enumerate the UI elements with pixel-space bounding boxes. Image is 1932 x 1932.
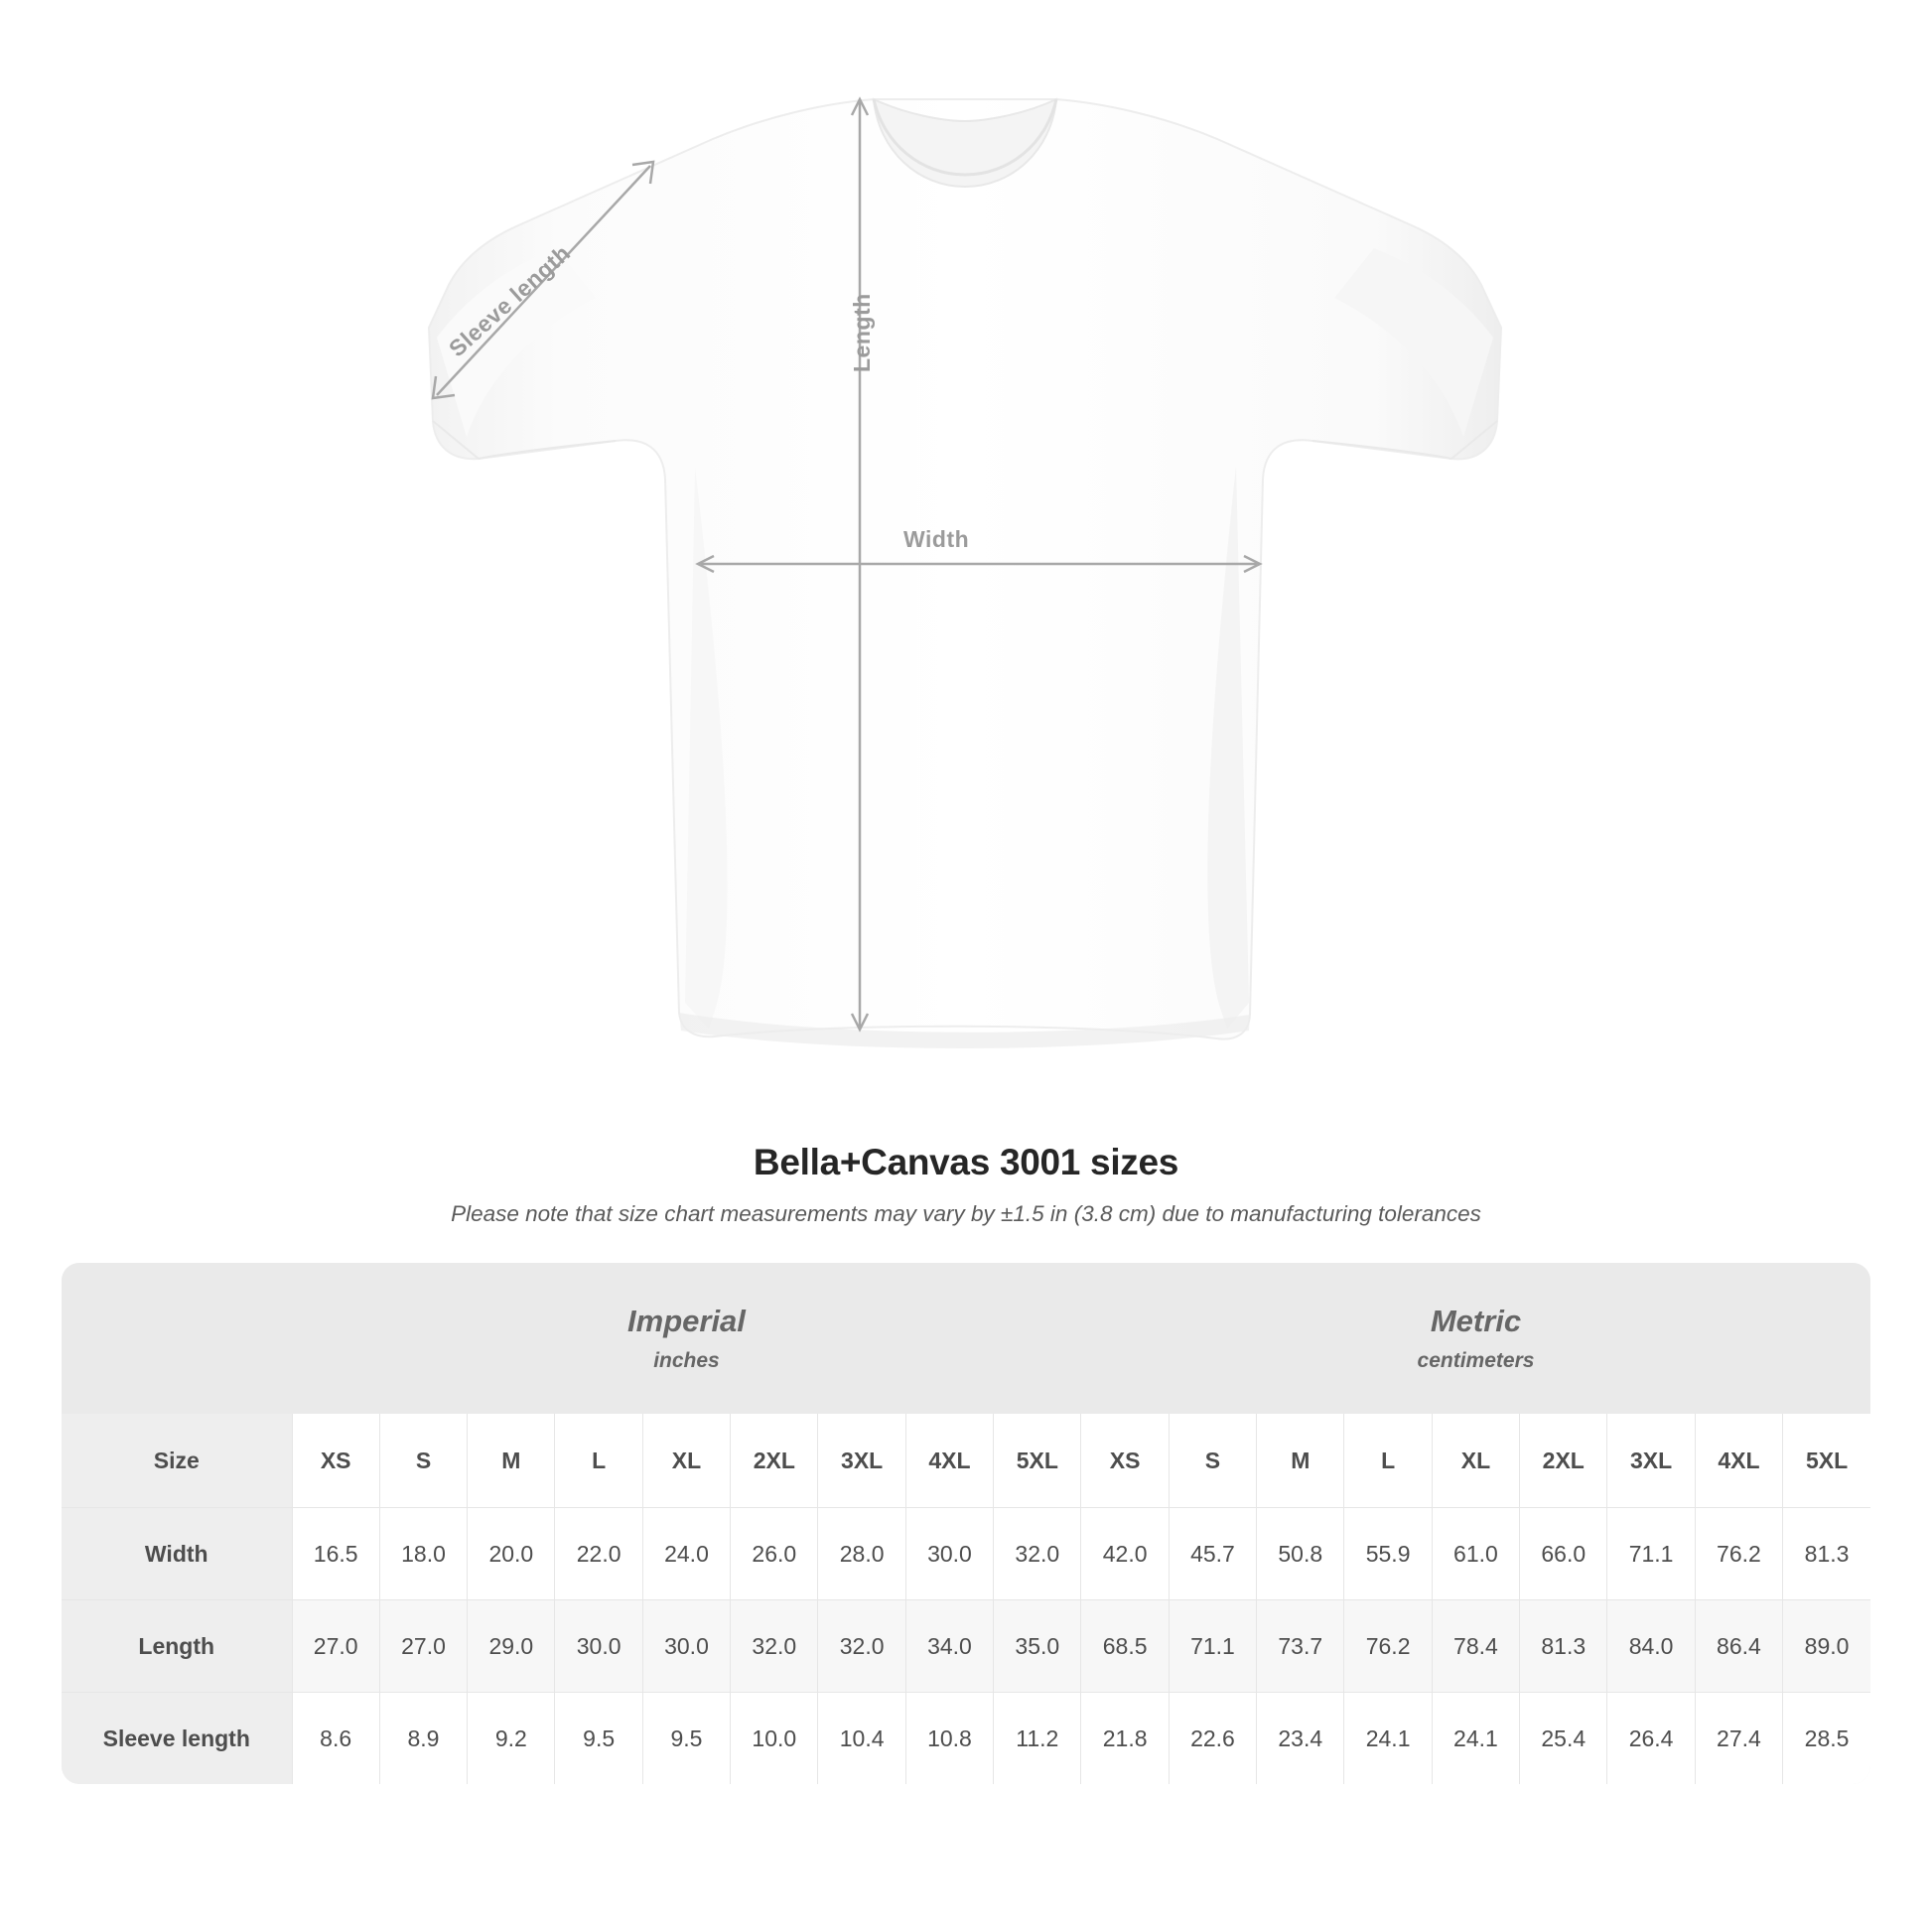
cell-value: 27.0 (379, 1600, 467, 1693)
size-header-row (62, 1414, 1870, 1508)
unit-header-imperial (292, 1263, 1081, 1414)
size-col-header: 4XL (905, 1414, 993, 1508)
cell-value: 71.1 (1607, 1508, 1695, 1600)
unit-group-header-row (62, 1263, 1870, 1414)
size-col-header: 5XL (1783, 1414, 1870, 1508)
cell-value: 10.0 (731, 1693, 818, 1785)
cell-value: 84.0 (1607, 1600, 1695, 1693)
cell-value: 76.2 (1344, 1600, 1432, 1693)
width-label: Width (903, 526, 970, 552)
size-col-header: S (1169, 1414, 1256, 1508)
row-label-width: Width (62, 1508, 292, 1600)
unit-sub-imperial: inches (653, 1349, 720, 1372)
cell-value: 34.0 (905, 1600, 993, 1693)
cell-value: 22.6 (1169, 1693, 1256, 1785)
cell-value: 30.0 (555, 1600, 642, 1693)
cell-value: 9.2 (468, 1693, 555, 1785)
cell-value: 76.2 (1695, 1508, 1782, 1600)
row-label-length: Length (62, 1600, 292, 1693)
sleeve-length-label: Sleeve length (444, 239, 576, 362)
cell-value: 32.0 (994, 1508, 1081, 1600)
size-col-header: 3XL (818, 1414, 905, 1508)
cell-value: 26.0 (731, 1508, 818, 1600)
cell-value: 8.9 (379, 1693, 467, 1785)
size-col-header: XL (1432, 1414, 1519, 1508)
cell-value: 55.9 (1344, 1508, 1432, 1600)
tolerance-note: Please note that size chart measurements may vary by ±1.5 in (3.8 cm) due to manufacturing tolerances (451, 1201, 1481, 1226)
cell-value: 86.4 (1695, 1600, 1782, 1693)
size-col-header: XS (292, 1414, 379, 1508)
cell-value: 11.2 (994, 1693, 1081, 1785)
cell-value: 81.3 (1520, 1600, 1607, 1693)
cell-value: 71.1 (1169, 1600, 1256, 1693)
cell-value: 18.0 (379, 1508, 467, 1600)
cell-value: 21.8 (1081, 1693, 1169, 1785)
table-row (62, 1693, 1870, 1785)
cell-value: 73.7 (1257, 1600, 1344, 1693)
size-table (62, 1263, 1870, 1784)
cell-value: 10.8 (905, 1693, 993, 1785)
cell-value: 28.0 (818, 1508, 905, 1600)
size-col-header: S (379, 1414, 467, 1508)
row-label-sleeve-length: Sleeve length (62, 1693, 292, 1785)
size-col-header: 3XL (1607, 1414, 1695, 1508)
tshirt-shape (429, 99, 1501, 1048)
cell-value: 61.0 (1432, 1508, 1519, 1600)
cell-value: 50.8 (1257, 1508, 1344, 1600)
cell-value: 9.5 (555, 1693, 642, 1785)
cell-value: 16.5 (292, 1508, 379, 1600)
cell-value: 20.0 (468, 1508, 555, 1600)
cell-value: 27.4 (1695, 1693, 1782, 1785)
cell-value: 27.0 (292, 1600, 379, 1693)
unit-header-metric (1081, 1263, 1870, 1414)
size-col-header: 2XL (1520, 1414, 1607, 1508)
cell-value: 45.7 (1169, 1508, 1256, 1600)
cell-value: 89.0 (1783, 1600, 1870, 1693)
cell-value: 30.0 (905, 1508, 993, 1600)
size-col-header: 4XL (1695, 1414, 1782, 1508)
size-col-header: L (1344, 1414, 1432, 1508)
unit-header-spacer (62, 1263, 292, 1414)
cell-value: 68.5 (1081, 1600, 1169, 1693)
unit-sub-metric: centimeters (1417, 1349, 1535, 1372)
cell-value: 32.0 (818, 1600, 905, 1693)
cell-value: 22.0 (555, 1508, 642, 1600)
size-table-container (62, 1263, 1870, 1784)
cell-value: 29.0 (468, 1600, 555, 1693)
cell-value: 24.1 (1344, 1693, 1432, 1785)
cell-value: 10.4 (818, 1693, 905, 1785)
cell-value: 24.0 (642, 1508, 730, 1600)
size-col-header: 2XL (731, 1414, 818, 1508)
cell-value: 30.0 (642, 1600, 730, 1693)
size-col-header: XL (642, 1414, 730, 1508)
header-size: Size (62, 1414, 292, 1508)
size-col-header: M (1257, 1414, 1344, 1508)
size-col-header: M (468, 1414, 555, 1508)
table-row (62, 1508, 1870, 1600)
page-title: Bella+Canvas 3001 sizes (753, 1142, 1179, 1182)
cell-value: 24.1 (1432, 1693, 1519, 1785)
unit-title-metric: Metric (1430, 1304, 1522, 1338)
cell-value: 66.0 (1520, 1508, 1607, 1600)
cell-value: 23.4 (1257, 1693, 1344, 1785)
cell-value: 78.4 (1432, 1600, 1519, 1693)
cell-value: 25.4 (1520, 1693, 1607, 1785)
length-label: Length (849, 293, 875, 372)
size-col-header: 5XL (994, 1414, 1081, 1508)
table-row (62, 1600, 1870, 1693)
cell-value: 81.3 (1783, 1508, 1870, 1600)
cell-value: 42.0 (1081, 1508, 1169, 1600)
cell-value: 35.0 (994, 1600, 1081, 1693)
size-col-header: L (555, 1414, 642, 1508)
unit-title-imperial: Imperial (627, 1304, 746, 1338)
cell-value: 26.4 (1607, 1693, 1695, 1785)
cell-value: 9.5 (642, 1693, 730, 1785)
cell-value: 8.6 (292, 1693, 379, 1785)
cell-value: 28.5 (1783, 1693, 1870, 1785)
cell-value: 32.0 (731, 1600, 818, 1693)
size-col-header: XS (1081, 1414, 1169, 1508)
title-block (0, 1142, 1932, 1227)
